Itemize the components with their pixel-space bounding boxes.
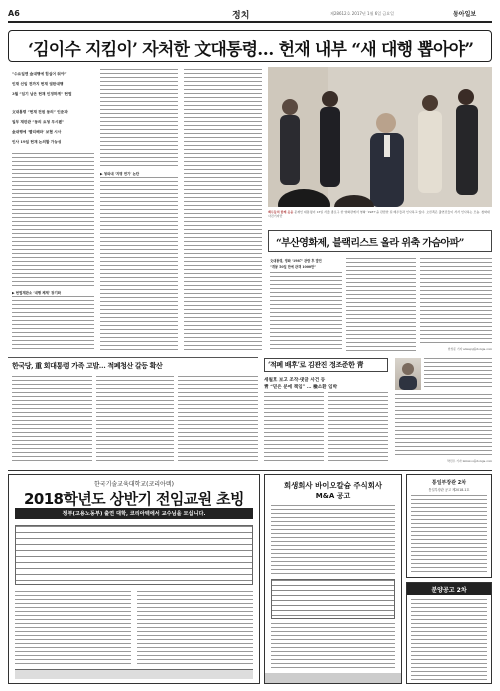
ad-ministry [406, 474, 492, 578]
main-body-col-1a [12, 153, 94, 288]
photo-caption-bold: 백두들의 함께 웃음 [268, 210, 294, 214]
deck-line: 3월 “임기 남은 헌재 인정하게” 헌법 [12, 92, 72, 96]
ads-top-rule [8, 470, 492, 471]
brand-logo: 동아일보 [453, 11, 477, 18]
ad-koreatech-footer [15, 669, 253, 679]
lower-right-col-3b [395, 394, 492, 458]
ad-koreatech-org: 한국기술교육대학교(코리아텍) [93, 481, 175, 488]
ad-ministry-sub: 통일부장관 공고 제2018-1호 [428, 488, 470, 492]
ad-koreatech-table [15, 525, 253, 585]
lower-left-col-2 [96, 376, 174, 462]
ad-biocalcium-sub: M&A 공고 [315, 492, 351, 500]
lower-left-col-1 [12, 376, 92, 462]
lower-right-portrait [395, 358, 421, 390]
side-body-col-1 [270, 272, 342, 352]
main-body-col-1b [12, 296, 94, 351]
photo-caption [268, 210, 492, 224]
side-headline: “부산영화제, 블랙리스트 올라 위축 가슴아파” [276, 238, 464, 249]
side-deck-1: 文대통령, 영화 ‘1987’ 관람 후 발언 [270, 259, 322, 263]
ad-sale-title: 분양공고 2차 [431, 587, 467, 594]
photo-caption-text: 문재인 대통령이 13일 서울 종로구 한 영화관에서 영화 ‘1987’을 관람한 뒤 배우들과 인사하고 있다. 오른쪽은 출연진들이 서서 인사하는 모습. 청와대사진기자단 [268, 210, 490, 219]
masthead-rule [8, 21, 492, 23]
lower-left-col-3 [178, 376, 258, 462]
page-number: A6 [8, 9, 20, 18]
deck-line: 인사 19일 헌재 논의할 가능성 [12, 140, 62, 144]
main-subhead-2: ▶ 청와대 ‘지명 연기’ 논란 [100, 172, 140, 176]
main-body-col-3 [184, 69, 262, 351]
ad-sale-text [411, 599, 487, 681]
deck-line: 文대통령 “헌재 전원 동의” 인준과 [12, 110, 68, 114]
ad-biocalcium-title: 회생회사 바이오칼슘 주식회사 [284, 481, 382, 490]
main-body-col-2a [100, 69, 178, 169]
lower-right-byline: 박민우 기자 minwoo@donga.com [447, 459, 492, 463]
lower-right-deck-1: 세월호 보고 조작·댓글 사건 등 [264, 378, 326, 383]
deck-line: 인재 선임 전까지 헌재 권한대행 [12, 82, 64, 86]
side-body-col-2 [346, 258, 416, 352]
lower-right-deck-2: 靑 “믿은 분에 책임” … 檢소환 임박 [264, 385, 338, 390]
portrait-person-icon [395, 358, 421, 390]
ad-koreatech-sub: 정부(고용노동부) 출연 대학, 코리아텍에서 교수님을 모십니다. [62, 511, 206, 517]
side-body-col-3 [420, 258, 492, 346]
ad-biocalcium-table [271, 579, 395, 619]
ad-koreatech [8, 474, 260, 684]
lower-right-col-3a [424, 358, 492, 390]
ad-biocalcium [264, 474, 402, 684]
main-deck [12, 69, 96, 147]
photo-people-illustration [268, 67, 492, 207]
lower-left-headline: 한국당, 重 회대통령 가족 고발… 적폐청산 갈등 확산 [12, 361, 163, 370]
deck-line: 金대행에 ‘빨리해라’ 보협 시사 [12, 130, 62, 134]
ad-ministry-text [411, 495, 487, 575]
ad-biocalcium-text-2 [271, 623, 395, 671]
lower-right-col-1 [264, 392, 324, 462]
main-body-col-2b [100, 177, 178, 351]
lower-left-rule [8, 357, 258, 358]
main-subhead-1: ▶ 헌법재판소 ‘대행 체제’ 장기화 [12, 291, 61, 295]
ad-biocalcium-text-1 [271, 505, 395, 575]
deck-line: “수요일엔 金대행에 힘실어 줘야” [12, 72, 67, 76]
lower-right-col-2 [328, 392, 388, 462]
ad-koreatech-title: 2018학년도 상반기 전임교원 초빙 [24, 490, 244, 508]
section-label: 정치 [232, 11, 250, 21]
news-photo [268, 67, 492, 207]
side-byline: 한상준 기자 alwaysj@donga.com [447, 347, 492, 351]
ad-sale [406, 582, 492, 684]
ad-ministry-title: 통일부장관 2차 [431, 480, 467, 486]
issue-info: 제28612호 2017년 1월 6일 금요일 [330, 11, 394, 16]
deck-line: 일부 재판관 “동의 요청 무시됐” [12, 120, 65, 124]
side-deck-2: “개봉 50일 만에 관객 1000만” [270, 265, 317, 269]
ad-biocalcium-footer [265, 673, 401, 683]
lower-right-headline: ‘적폐 배후’로 김관진 정조준한 靑 [268, 360, 364, 369]
ad-koreatech-text-1 [15, 591, 131, 665]
ad-koreatech-text-2 [137, 591, 253, 665]
main-headline: ‘김이수 지킴이’ 자처한 文대통령… 헌재 내부 “새 대행 뽑아야” [28, 40, 474, 60]
